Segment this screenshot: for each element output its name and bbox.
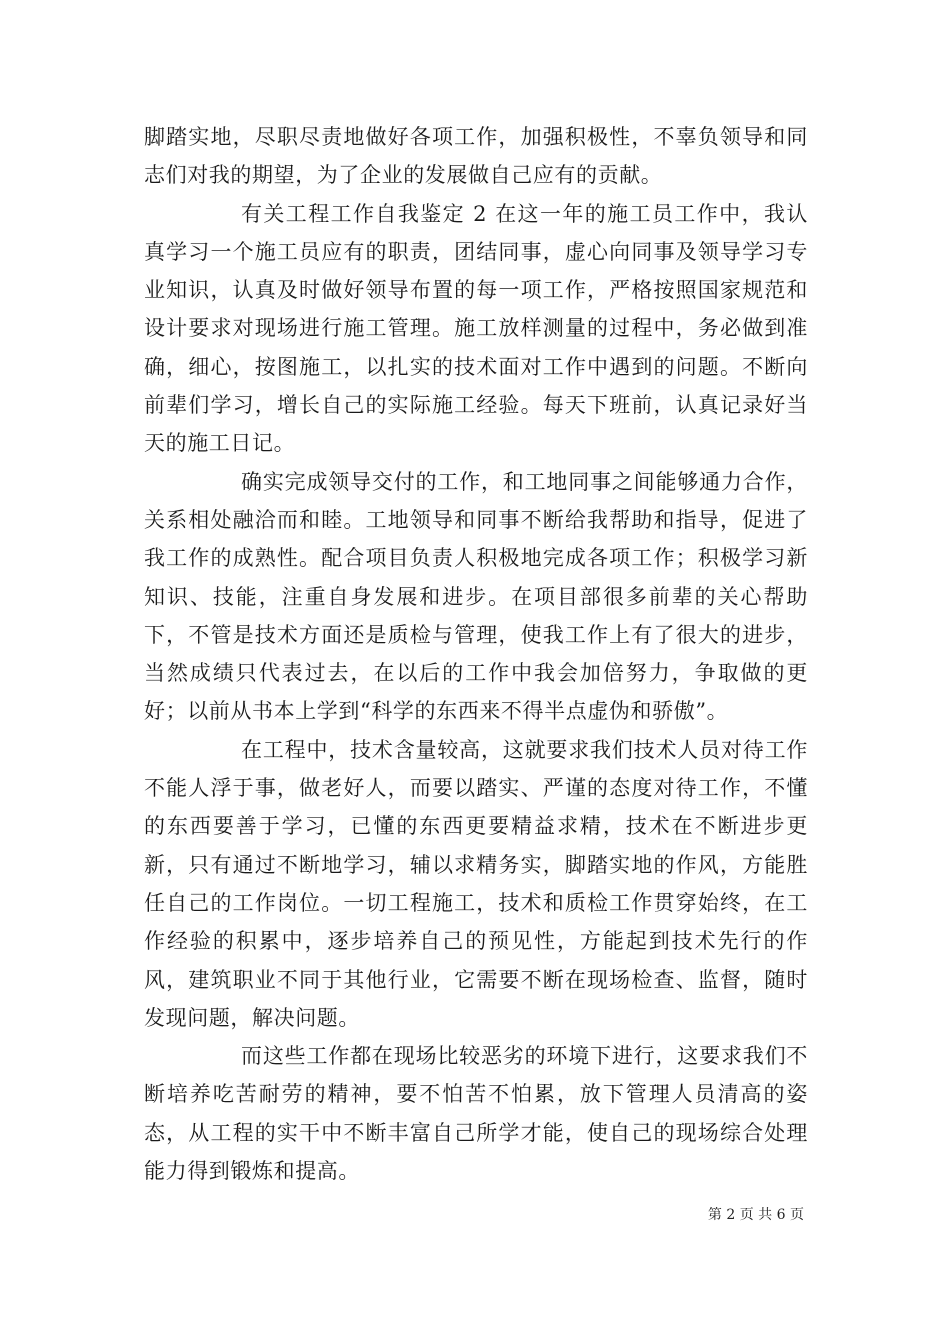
paragraph-cooperation: 确实完成领导交付的工作，和工地同事之间能够通力合作，关系相处融洽而和睦。工地领导和同事不断给我帮助和指导，促进了我工作的成熟性。配合项目负责人积极地完成各项工作；积极学习新知识、技能，注重自身发展和进步。在项目部很多前辈的关心帮助下，不管是技术方面还是质检与管理，使我工作上有了很大的进步，当然成绩只代表过去，在以后的工作中我会加倍努力，争取做的更好；以前从书本上学到“科学的东西来不得半点虚伪和骄傲”。: [144, 469, 808, 724]
paragraph-self-assessment: 有关工程工作自我鉴定 2 在这一年的施工员工作中，我认真学习一个施工员应有的职责，团结同事，虚心向同事及领导学习专业知识，认真及时做好领导布置的每一项工作，严格按照国家规范和设计要求对现场进行施工管理。施工放样测量的过程中，务必做到准确，细心，按图施工，以扎实的技术面对工作中遇到的问题。不断向前辈们学习，增长自己的实际施工经验。每天下班前，认真记录好当天的施工日记。: [144, 201, 808, 456]
body-text: [144, 118, 808, 1190]
paragraph-continuation: 脚踏实地，尽职尽责地做好各项工作，加强积极性，不辜负领导和同志们对我的期望，为了企业的发展做自己应有的贡献。: [144, 125, 808, 188]
paragraph-technical-work: 在工程中，技术含量较高，这就要求我们技术人员对待工作不能人浮于事，做老好人，而要以踏实、严谨的态度对待工作，不懂的东西要善于学习，已懂的东西更要精益求精，技术在不断进步更新，只有通过不断地学习，辅以求精务实，脚踏实地的作风，方能胜任自己的工作岗位。一切工程施工，技术和质检工作贯穿始终，在工作经验的积累中，逐步培养自己的预见性，方能起到技术先行的作风，建筑职业不同于其他行业，它需要不断在现场检查、监督，随时发现问题，解决问题。: [144, 737, 808, 1030]
page-number-footer: 第 2 页 共 6 页: [707, 1207, 804, 1223]
paragraph-hardship: 而这些工作都在现场比较恶劣的环境下进行，这要求我们不断培养吃苦耐劳的精神，要不怕苦不怕累，放下管理人员清高的姿态，从工程的实干中不断丰富自己所学才能，使自己的现场综合处理能力得到锻炼和提高。: [144, 1044, 808, 1184]
